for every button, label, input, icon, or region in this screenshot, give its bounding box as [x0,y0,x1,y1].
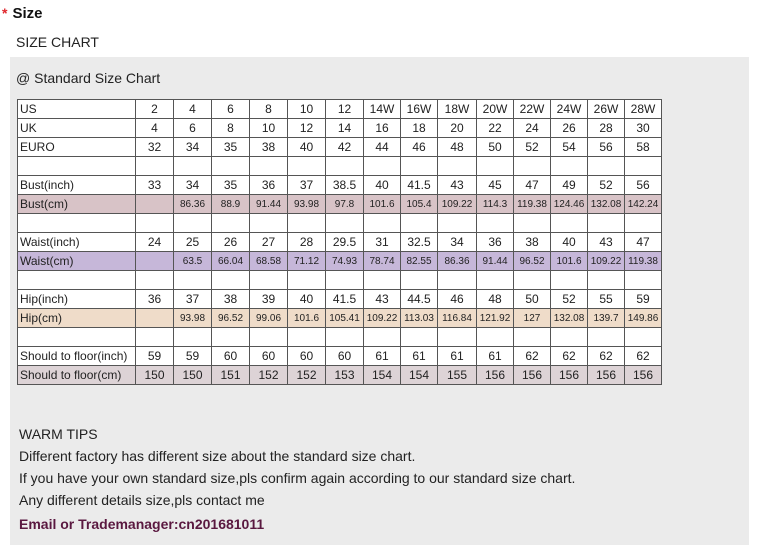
table-cell: 61 [364,347,401,366]
table-cell: 49 [551,176,588,195]
table-cell: 156 [514,366,551,385]
table-cell: 20W [477,100,514,119]
empty-cell [625,214,662,233]
empty-cell [326,157,364,176]
empty-cell [588,157,625,176]
table-spacer-row [18,271,662,290]
empty-cell [438,157,477,176]
table-cell: 119.38 [514,195,551,214]
empty-cell [625,328,662,347]
table-cell: 62 [551,347,588,366]
table-cell: 42 [326,138,364,157]
table-cell: 45 [477,176,514,195]
table-cell: 61 [401,347,438,366]
row-label: Bust(cm) [18,195,136,214]
table-cell: 28 [288,233,326,252]
row-label: EURO [18,138,136,157]
table-cell: 37 [288,176,326,195]
empty-cell [477,328,514,347]
empty-cell [212,328,250,347]
empty-cell [514,328,551,347]
warm-tips [19,426,739,532]
table-row [18,233,662,252]
empty-cell [551,271,588,290]
table-cell: 10 [250,119,288,138]
empty-cell [514,157,551,176]
row-label: Hip(inch) [18,290,136,309]
table-cell: 56 [625,176,662,195]
table-cell: 78.74 [364,252,401,271]
table-cell: 37 [174,290,212,309]
table-cell: 48 [477,290,514,309]
table-row [18,366,662,385]
table-cell: 4 [174,100,212,119]
table-cell: 142.24 [625,195,662,214]
table-cell: 91.44 [250,195,288,214]
table-cell: 93.98 [288,195,326,214]
table-cell: 41.5 [326,290,364,309]
table-cell: 33 [136,176,174,195]
section-header [0,2,42,24]
table-cell: 60 [250,347,288,366]
table-cell: 6 [174,119,212,138]
table-cell: 35 [212,138,250,157]
empty-cell [438,214,477,233]
table-row [18,252,662,271]
table-row [18,290,662,309]
table-cell: 58 [625,138,662,157]
table-cell: 10 [288,100,326,119]
table-spacer-row [18,328,662,347]
empty-cell [625,157,662,176]
empty-cell [364,328,401,347]
table-cell: 52 [588,176,625,195]
table-cell: 18W [438,100,477,119]
table-cell: 156 [477,366,514,385]
empty-cell [438,271,477,290]
empty-cell [18,328,136,347]
table-cell: 119.38 [625,252,662,271]
tip-line-2: If you have your own standard size,pls confirm again according to our standard size chart. [19,470,576,486]
table-cell: 93.98 [174,309,212,328]
table-cell: 6 [212,100,250,119]
table-cell: 121.92 [477,309,514,328]
row-label: Bust(inch) [18,176,136,195]
table-cell: 114.3 [477,195,514,214]
empty-cell [588,271,625,290]
table-cell: 99.06 [250,309,288,328]
table-cell: 150 [174,366,212,385]
table-cell: 43 [364,290,401,309]
table-cell: 109.22 [588,252,625,271]
table-cell: 61 [477,347,514,366]
table-cell: 41.5 [401,176,438,195]
table-cell: 96.52 [212,309,250,328]
empty-cell [288,157,326,176]
table-cell: 47 [514,176,551,195]
table-cell: 60 [212,347,250,366]
empty-cell [401,157,438,176]
table-cell: 28 [588,119,625,138]
standard-size-chart-title: @ Standard Size Chart [16,70,161,86]
table-cell: 22W [514,100,551,119]
table-cell: 31 [364,233,401,252]
table-cell: 40 [551,233,588,252]
table-cell: 12 [288,119,326,138]
table-cell: 27 [250,233,288,252]
contact-info: Email or Trademanager:cn201681011 [19,516,265,532]
table-cell: 60 [288,347,326,366]
table-cell: 35 [212,176,250,195]
empty-cell [18,271,136,290]
section-title: Size [12,4,43,22]
table-cell: 36 [136,290,174,309]
table-cell: 105.41 [326,309,364,328]
table-cell: 32 [136,138,174,157]
table-cell: 101.6 [551,252,588,271]
empty-cell [588,214,625,233]
table-cell: 22 [477,119,514,138]
empty-cell [551,328,588,347]
row-label: UK [18,119,136,138]
empty-cell [625,271,662,290]
table-cell: 62 [588,347,625,366]
table-cell: 43 [588,233,625,252]
table-row [18,195,662,214]
empty-cell [477,214,514,233]
table-cell: 154 [364,366,401,385]
empty-cell [250,271,288,290]
empty-cell [438,328,477,347]
table-cell: 101.6 [364,195,401,214]
table-cell: 68.58 [250,252,288,271]
empty-cell [174,214,212,233]
table-cell: 43 [438,176,477,195]
table-cell: 96.52 [514,252,551,271]
empty-cell [174,328,212,347]
empty-cell [401,214,438,233]
table-cell: 101.6 [288,309,326,328]
table-cell: 34 [174,138,212,157]
table-cell: 16 [364,119,401,138]
empty-cell [136,157,174,176]
table-spacer-row [18,214,662,233]
table-cell: 62 [625,347,662,366]
table-row [18,100,662,119]
table-cell: 139.7 [588,309,625,328]
table-cell: 32.5 [401,233,438,252]
table-cell: 46 [401,138,438,157]
table-cell: 47 [625,233,662,252]
table-cell: 38 [212,290,250,309]
tip-line-3: Any different details size,pls contact me [19,492,265,508]
table-cell: 59 [625,290,662,309]
table-cell: 46 [438,290,477,309]
table-cell: 12 [326,100,364,119]
empty-cell [288,271,326,290]
table-cell: 4 [136,119,174,138]
table-cell: 132.08 [551,309,588,328]
table-row [18,176,662,195]
table-cell: 154 [401,366,438,385]
table-cell: 34 [174,176,212,195]
table-cell: 39 [250,290,288,309]
table-cell: 127 [514,309,551,328]
table-cell: 71.12 [288,252,326,271]
empty-cell [288,214,326,233]
table-cell: 105.4 [401,195,438,214]
empty-cell [588,328,625,347]
table-cell: 8 [212,119,250,138]
table-cell: 150 [136,366,174,385]
table-cell: 36 [250,176,288,195]
row-label: Should to floor(cm) [18,366,136,385]
table-cell: 113.03 [401,309,438,328]
empty-cell [212,271,250,290]
warm-tips-heading: WARM TIPS [19,426,98,442]
table-row [18,309,662,328]
table-cell: 25 [174,233,212,252]
table-cell: 155 [438,366,477,385]
table-cell: 14W [364,100,401,119]
table-cell: 40 [288,138,326,157]
table-cell: 60 [326,347,364,366]
table-cell: 151 [212,366,250,385]
table-cell: 38 [514,233,551,252]
table-cell: 44.5 [401,290,438,309]
table-cell: 50 [514,290,551,309]
table-cell: 28W [625,100,662,119]
empty-cell [250,214,288,233]
tip-line-1: Different factory has different size about the standard size chart. [19,448,416,464]
table-cell: 91.44 [477,252,514,271]
table-cell: 124.46 [551,195,588,214]
table-cell: 16W [401,100,438,119]
table-cell: 54 [551,138,588,157]
table-cell: 82.55 [401,252,438,271]
table-cell [136,252,174,271]
required-star-icon: * [2,5,8,21]
row-label: US [18,100,136,119]
table-spacer-row [18,157,662,176]
table-cell: 20 [438,119,477,138]
table-cell: 24 [136,233,174,252]
table-cell [136,195,174,214]
table-cell: 153 [326,366,364,385]
empty-cell [551,157,588,176]
empty-cell [514,214,551,233]
table-cell: 88.9 [212,195,250,214]
empty-cell [136,214,174,233]
table-cell: 149.86 [625,309,662,328]
table-cell: 44 [364,138,401,157]
empty-cell [326,214,364,233]
row-label: Should to floor(inch) [18,347,136,366]
table-cell: 74.93 [326,252,364,271]
table-cell: 152 [288,366,326,385]
row-label: Waist(cm) [18,252,136,271]
empty-cell [250,157,288,176]
table-cell: 109.22 [438,195,477,214]
empty-cell [364,157,401,176]
empty-cell [174,271,212,290]
table-cell: 40 [288,290,326,309]
empty-cell [212,157,250,176]
table-cell: 59 [174,347,212,366]
table-cell: 34 [438,233,477,252]
row-label: Waist(inch) [18,233,136,252]
table-cell: 26 [551,119,588,138]
empty-cell [401,271,438,290]
table-cell: 66.04 [212,252,250,271]
table-cell: 152 [250,366,288,385]
table-row [18,347,662,366]
empty-cell [551,214,588,233]
table-cell: 156 [551,366,588,385]
table-cell: 52 [551,290,588,309]
empty-cell [326,328,364,347]
table-cell: 156 [625,366,662,385]
table-cell: 14 [326,119,364,138]
size-table [17,99,662,385]
size-chart-panel [10,57,749,545]
table-cell: 38 [250,138,288,157]
table-cell: 50 [477,138,514,157]
empty-cell [18,214,136,233]
row-label: Hip(cm) [18,309,136,328]
table-cell: 36 [477,233,514,252]
table-cell: 97.8 [326,195,364,214]
empty-cell [326,271,364,290]
empty-cell [514,271,551,290]
empty-cell [212,214,250,233]
empty-cell [477,271,514,290]
table-cell: 59 [136,347,174,366]
empty-cell [364,271,401,290]
empty-cell [477,157,514,176]
empty-cell [174,157,212,176]
table-cell: 38.5 [326,176,364,195]
table-cell: 18 [401,119,438,138]
table-cell: 55 [588,290,625,309]
table-cell: 86.36 [438,252,477,271]
table-cell: 8 [250,100,288,119]
table-cell: 48 [438,138,477,157]
table-cell: 109.22 [364,309,401,328]
table-cell: 26W [588,100,625,119]
table-cell: 2 [136,100,174,119]
table-cell: 30 [625,119,662,138]
table-cell: 40 [364,176,401,195]
table-row [18,138,662,157]
table-cell: 63.5 [174,252,212,271]
empty-cell [136,271,174,290]
table-cell: 24 [514,119,551,138]
empty-cell [18,157,136,176]
table-cell: 24W [551,100,588,119]
table-cell: 52 [514,138,551,157]
table-row [18,119,662,138]
empty-cell [136,328,174,347]
table-cell: 132.08 [588,195,625,214]
size-chart-subtitle: SIZE CHART [16,34,99,50]
empty-cell [250,328,288,347]
table-cell [136,309,174,328]
empty-cell [364,214,401,233]
table-cell: 116.84 [438,309,477,328]
table-cell: 29.5 [326,233,364,252]
table-cell: 86.36 [174,195,212,214]
table-cell: 62 [514,347,551,366]
table-cell: 156 [588,366,625,385]
table-cell: 61 [438,347,477,366]
table-cell: 26 [212,233,250,252]
empty-cell [288,328,326,347]
table-cell: 56 [588,138,625,157]
empty-cell [401,328,438,347]
